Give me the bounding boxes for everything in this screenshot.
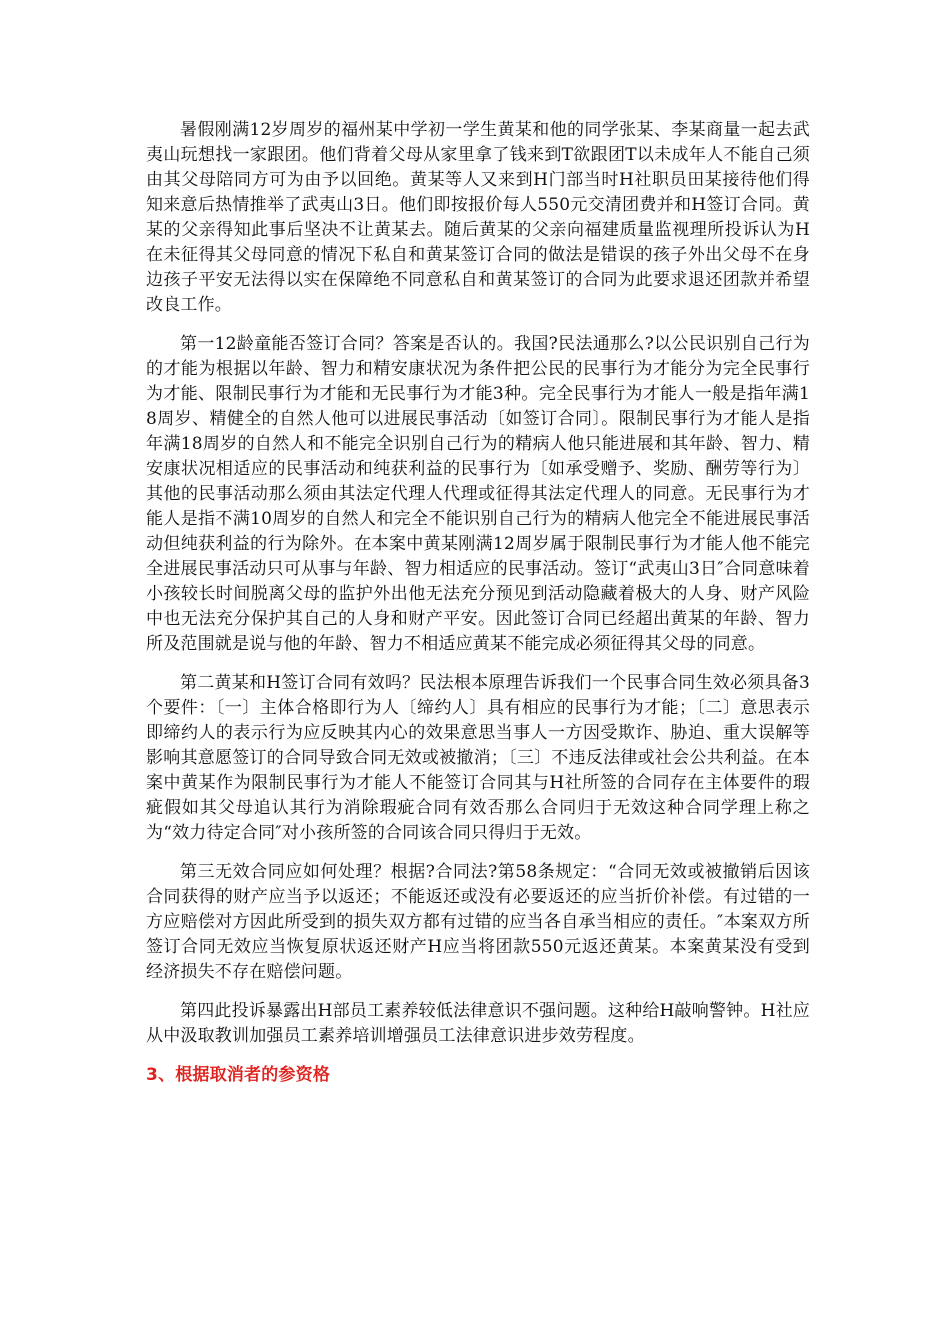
paragraph-point-four: 第四此投诉暴露出H部员工素养较低法律意识不强问题。这种给H敲响警钟。H社应从中汲取教训加强员工素养培训增强员工法律意识进步效劳程度。 [146, 1001, 810, 1046]
paragraph-point-one: 第一12龄童能否签订合同？答案是否认的。我国?民法通那么?以公民识别自己行为的才能为根据以年龄、智力和精安康状况为条件把公民的民事行为才能分为完全民事行为才能、限制民事行为才能和无民事行为才能3种。完全民事行为才能人一般是指年满18周岁、精健全的自然人他可以进展民事活动〔如签订合同〕。限制民事行为才能人是指年满18周岁的自然人和不能完全识别自己行为的精病人他只能进展和其年龄、智力、精安康状况相适应的民事活动和纯获利益的民事行为〔如承受赠予、奖励、酬劳等行为〕其他的民事活动那么须由其法定代理人代理或征得其法定代理人的同意。无民事行为才能人是指不满10周岁的自然人和完全不能识别自己行为的精病人他完全不能进展民事活动但纯获利益的行为除外。在本案中黄某刚满12周岁属于限制民事行为才能人他不能完全进展民事活动只可从事与年龄、智力相适应的民事活动。签订“武夷山3日″合同意味着小孩较长时间脱离父母的监护外出他无法充分预见到活动隐藏着极大的人身、财产风险中也无法充分保护其自己的人身和财产平安。因此签订合同已经超出黄某的年龄、智力所及范围就是说与他的年龄、智力不相适应黄某不能完成必须征得其父母的同意。 [146, 334, 810, 654]
paragraph-point-three: 第三无效合同应如何处理？根据?合同法?第58条规定：“合同无效或被撤销后因该合同获得的财产应当予以返还；不能返还或没有必要返还的应当折价补偿。有过错的一方应赔偿对方因此所受到的损失双方都有过错的应当各自承当相应的责任。″本案双方所签订合同无效应当恢复原状返还财产H应当将团款550元返还黄某。本案黄某没有受到经济损失不存在赔偿问题。 [146, 862, 810, 982]
section-heading: 3、根据取消者的参资格 [146, 1065, 331, 1085]
paragraph-point-two: 第二黄某和H签订合同有效吗？民法根本原理告诉我们一个民事合同生效必须具备3个要件：〔一〕主体合格即行为人〔缔约人〕具有相应的民事行为才能；〔二〕意思表示即缔约人的表示行为应反映其内心的效果意思当事人一方因受欺诈、胁迫、重大误解等影响其意愿签订的合同导致合同无效或被撤消；〔三〕不违反法律或社会公共利益。在本案中黄某作为限制民事行为才能人不能签订合同其与H社所签的合同存在主体要件的瑕疵假如其父母追认其行为消除瑕疵合同有效否那么合同归于无效这种合同学理上称之为“效力待定合同″对小孩所签的合同该合同只得归于无效。 [146, 673, 810, 843]
document-page [146, 118, 810, 1088]
paragraph-case-facts: 暑假刚满12岁周岁的福州某中学初一学生黄某和他的同学张某、李某商量一起去武夷山玩想找一家跟团。他们背着父母从家里拿了钱来到T欲跟团T以未成年人不能自己须由其父母陪同方可为由予以回绝。黄某等人又来到H门部当时H社职员田某接待他们得知来意后热情推举了武夷山3日。他们即按报价每人550元交清团费并和H签订合同。黄某的父亲得知此事后坚决不让黄某去。随后黄某的父亲向福建质量监视理所投诉认为H在未征得其父母同意的情况下私自和黄某签订合同的做法是错误的孩子外出父母不在身边孩子平安无法得以实在保障绝不同意私自和黄某签订的合同为此要求退还团款并希望改良工作。 [146, 120, 810, 315]
